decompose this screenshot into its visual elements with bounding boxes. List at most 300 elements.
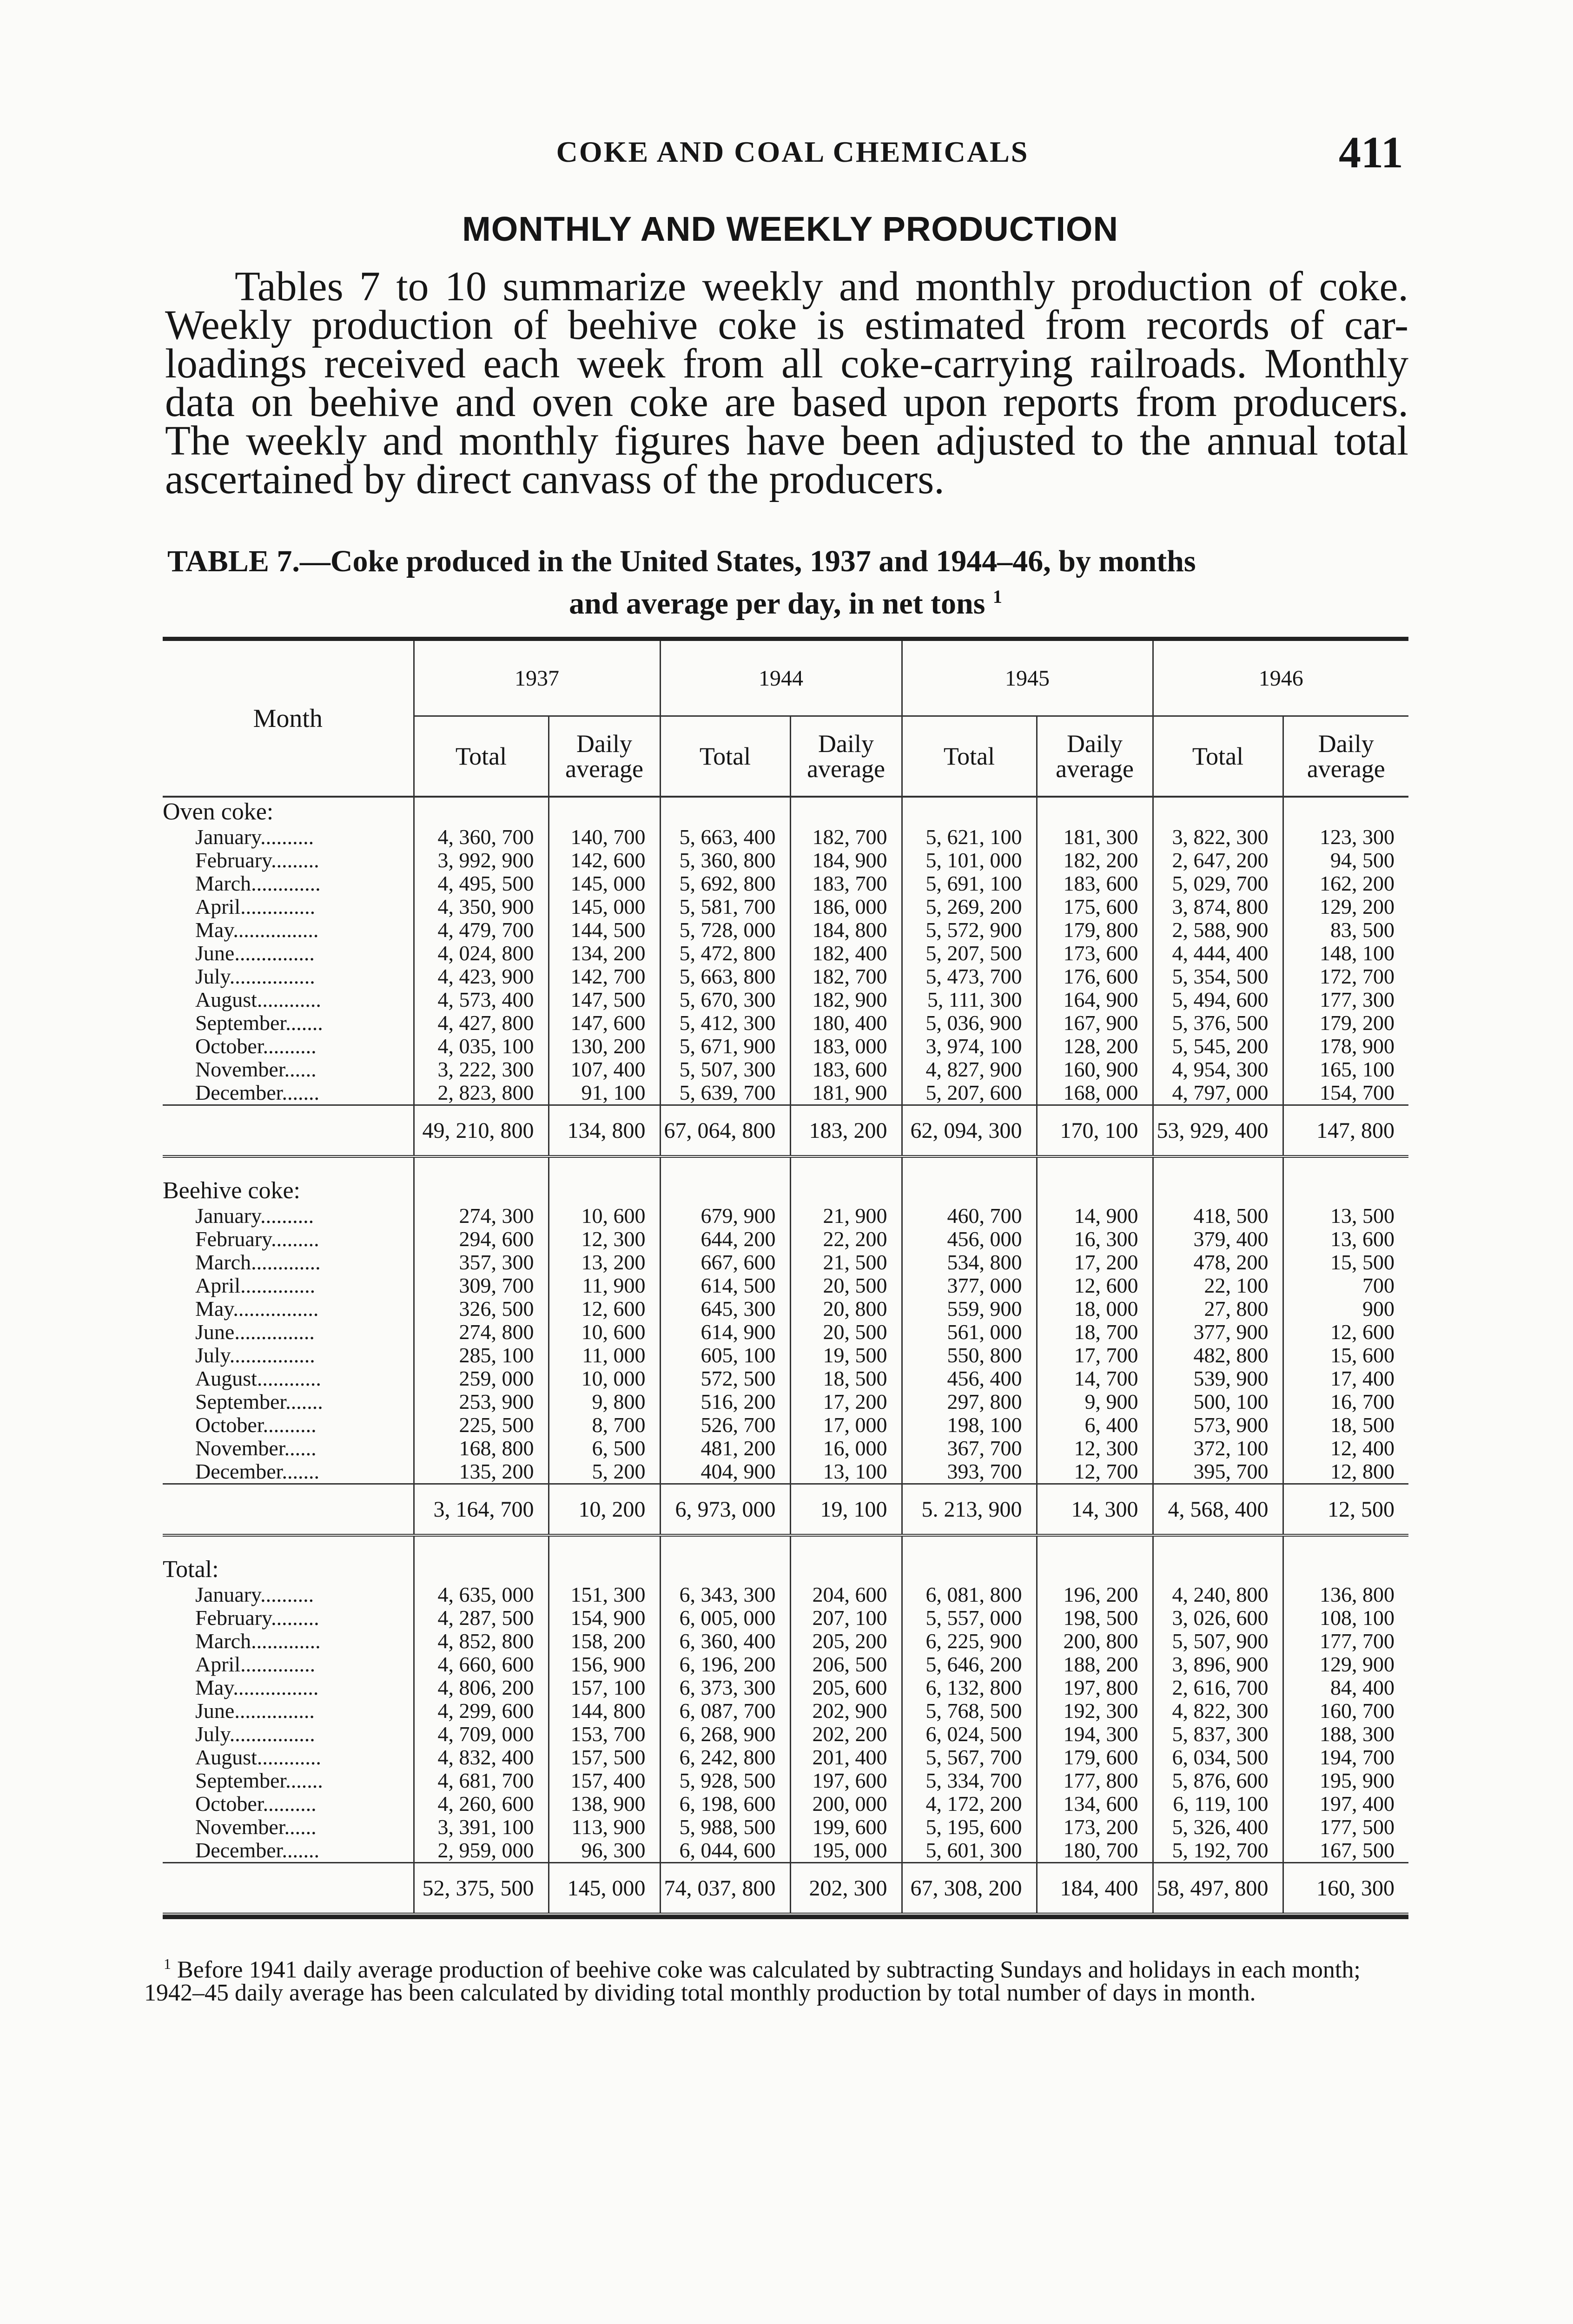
total-value: 5, 494, 600 bbox=[1153, 988, 1283, 1011]
month-label bbox=[163, 1344, 414, 1367]
daily-average-value: 12, 600 bbox=[1037, 1274, 1153, 1297]
total-value: 5, 472, 800 bbox=[660, 942, 790, 965]
total-value: 372, 100 bbox=[1153, 1437, 1283, 1460]
table-row bbox=[163, 1228, 1408, 1251]
daily-average-value: 134, 600 bbox=[1037, 1792, 1153, 1816]
total-value: 3, 992, 900 bbox=[414, 849, 549, 872]
month-label bbox=[163, 1081, 414, 1105]
daily-average-value: 158, 200 bbox=[549, 1630, 660, 1653]
month-label bbox=[163, 1035, 414, 1058]
daily-average-value: 19, 500 bbox=[790, 1344, 902, 1367]
section-spacer bbox=[163, 1535, 1408, 1555]
total-value: 285, 100 bbox=[414, 1344, 549, 1367]
dot-leader: ....... bbox=[282, 1460, 319, 1483]
daily-average-value: 195, 000 bbox=[790, 1839, 902, 1863]
daily-average-value: 157, 100 bbox=[549, 1676, 660, 1699]
total-value: 4, 832, 400 bbox=[414, 1746, 549, 1769]
month-label bbox=[163, 1839, 414, 1863]
dot-leader: .......... bbox=[263, 1413, 317, 1437]
empty-cell bbox=[1153, 1555, 1283, 1583]
empty-cell bbox=[1153, 797, 1283, 825]
total-value: 6, 198, 600 bbox=[660, 1792, 790, 1816]
total-value: 614, 900 bbox=[660, 1320, 790, 1344]
total-value: 5, 988, 500 bbox=[660, 1816, 790, 1839]
daily-average-value: 13, 500 bbox=[1283, 1204, 1408, 1228]
total-value: 168, 800 bbox=[414, 1437, 549, 1460]
daily-average-value: 11, 000 bbox=[549, 1344, 660, 1367]
daily-average-value: 15, 500 bbox=[1283, 1251, 1408, 1274]
dot-leader: .......... bbox=[263, 1792, 317, 1816]
daily-average-value: 202, 900 bbox=[790, 1699, 902, 1723]
total-value: 4, 035, 100 bbox=[414, 1035, 549, 1058]
total-value: 5, 670, 300 bbox=[660, 988, 790, 1011]
daily-average-value: 184, 800 bbox=[790, 918, 902, 942]
table-row bbox=[163, 1297, 1408, 1320]
daily-average-value: 123, 300 bbox=[1283, 825, 1408, 849]
spacer-cell bbox=[163, 1535, 414, 1555]
total-value: 6, 343, 300 bbox=[660, 1583, 790, 1606]
spacer-cell bbox=[1283, 1156, 1408, 1176]
daily-label: Daily bbox=[1067, 730, 1123, 758]
spacer-cell bbox=[902, 1156, 1037, 1176]
section-label: Oven coke: bbox=[163, 799, 274, 825]
total-value: 418, 500 bbox=[1153, 1204, 1283, 1228]
total-value: 5, 545, 200 bbox=[1153, 1035, 1283, 1058]
daily-average-column-header bbox=[1283, 716, 1408, 797]
dot-leader: ................ bbox=[233, 918, 319, 942]
daily-average-value: 192, 300 bbox=[1037, 1699, 1153, 1723]
year-header: 1945 bbox=[902, 639, 1153, 716]
daily-average-value: 175, 600 bbox=[1037, 895, 1153, 918]
table-row bbox=[163, 1274, 1408, 1297]
month-name: May bbox=[195, 918, 233, 942]
total-column-header: Total bbox=[1153, 716, 1283, 797]
table-row bbox=[163, 1460, 1408, 1484]
empty-cell bbox=[1153, 1176, 1283, 1204]
table-row bbox=[163, 825, 1408, 849]
total-value: 5, 581, 700 bbox=[660, 895, 790, 918]
total-value: 5, 768, 500 bbox=[902, 1699, 1037, 1723]
total-value: 4, 709, 000 bbox=[414, 1723, 549, 1746]
total-value: 4, 822, 300 bbox=[1153, 1699, 1283, 1723]
daily-average-value: 207, 100 bbox=[790, 1606, 902, 1630]
total-value: 5, 473, 700 bbox=[902, 965, 1037, 988]
empty-cell bbox=[902, 1555, 1037, 1583]
total-value: 5, 671, 900 bbox=[660, 1035, 790, 1058]
dot-leader: .............. bbox=[240, 1274, 316, 1297]
total-value: 4, 444, 400 bbox=[1153, 942, 1283, 965]
table-row bbox=[163, 1204, 1408, 1228]
total-value: 4, 495, 500 bbox=[414, 872, 549, 895]
daily-average-value: 6, 400 bbox=[1037, 1413, 1153, 1437]
daily-average-value: 177, 300 bbox=[1283, 988, 1408, 1011]
daily-average-value: 182, 700 bbox=[790, 965, 902, 988]
daily-average-value: 142, 700 bbox=[549, 965, 660, 988]
month-name: October bbox=[195, 1413, 263, 1437]
total-value: 395, 700 bbox=[1153, 1460, 1283, 1484]
month-label bbox=[163, 849, 414, 872]
total-value: 5, 360, 800 bbox=[660, 849, 790, 872]
daily-label: Daily bbox=[818, 730, 874, 758]
total-value: 644, 200 bbox=[660, 1228, 790, 1251]
daily-average-value: 12, 800 bbox=[1283, 1460, 1408, 1484]
daily-average-value: 179, 800 bbox=[1037, 918, 1153, 942]
month-name: August bbox=[195, 1367, 257, 1390]
daily-average-value: 17, 400 bbox=[1283, 1367, 1408, 1390]
daily-average-value: 129, 200 bbox=[1283, 895, 1408, 918]
empty-cell bbox=[1283, 1176, 1408, 1204]
daily-average-value: 154, 700 bbox=[1283, 1081, 1408, 1105]
total-value: 4, 806, 200 bbox=[414, 1676, 549, 1699]
total-value: 6, 119, 100 bbox=[1153, 1792, 1283, 1816]
total-value: 5, 646, 200 bbox=[902, 1653, 1037, 1676]
table-caption-text: and average per day, in net tons bbox=[569, 587, 985, 621]
total-value: 4, 427, 800 bbox=[414, 1011, 549, 1035]
daily-average-column-header bbox=[1037, 716, 1153, 797]
daily-label: Daily bbox=[576, 730, 632, 758]
total-value: 6, 005, 000 bbox=[660, 1606, 790, 1630]
daily-average-value: 21, 900 bbox=[790, 1204, 902, 1228]
table-row bbox=[163, 942, 1408, 965]
month-label bbox=[163, 872, 414, 895]
empty-cell bbox=[549, 797, 660, 825]
total-value: 377, 900 bbox=[1153, 1320, 1283, 1344]
dot-leader: ....... bbox=[285, 1769, 323, 1792]
daily-average-value: 107, 400 bbox=[549, 1058, 660, 1081]
total-value: 526, 700 bbox=[660, 1413, 790, 1437]
dot-leader: ............ bbox=[257, 988, 321, 1011]
section-daily-average-total: 12, 500 bbox=[1283, 1484, 1408, 1536]
section-label: Total: bbox=[163, 1556, 219, 1583]
empty-cell bbox=[790, 797, 902, 825]
daily-average-value: 157, 400 bbox=[549, 1769, 660, 1792]
section-total-value: 5. 213, 900 bbox=[902, 1484, 1037, 1536]
month-label bbox=[163, 895, 414, 918]
total-value: 6, 196, 200 bbox=[660, 1653, 790, 1676]
empty-cell bbox=[1037, 1555, 1153, 1583]
spacer-cell bbox=[1153, 1535, 1283, 1555]
total-value: 4, 172, 200 bbox=[902, 1792, 1037, 1816]
total-value: 3, 822, 300 bbox=[1153, 825, 1283, 849]
total-value: 5, 029, 700 bbox=[1153, 872, 1283, 895]
table-row bbox=[163, 1816, 1408, 1839]
total-value: 5, 507, 300 bbox=[660, 1058, 790, 1081]
month-label bbox=[163, 1058, 414, 1081]
total-value: 6, 268, 900 bbox=[660, 1723, 790, 1746]
month-name: October bbox=[195, 1035, 263, 1058]
daily-average-value: 167, 900 bbox=[1037, 1011, 1153, 1035]
month-name: June bbox=[195, 942, 235, 965]
daily-average-value: 156, 900 bbox=[549, 1653, 660, 1676]
total-value: 2, 647, 200 bbox=[1153, 849, 1283, 872]
daily-average-value: 177, 800 bbox=[1037, 1769, 1153, 1792]
spacer-cell bbox=[549, 1535, 660, 1555]
total-value: 198, 100 bbox=[902, 1413, 1037, 1437]
month-label bbox=[163, 1204, 414, 1228]
dot-leader: ...... bbox=[284, 1816, 317, 1839]
month-name: December bbox=[195, 1460, 282, 1483]
section-total-value: 52, 375, 500 bbox=[414, 1863, 549, 1915]
daily-average-column-header bbox=[549, 716, 660, 797]
total-value: 561, 000 bbox=[902, 1320, 1037, 1344]
total-value: 5, 621, 100 bbox=[902, 825, 1037, 849]
month-label bbox=[163, 1630, 414, 1653]
month-label bbox=[163, 1746, 414, 1769]
total-value: 6, 373, 300 bbox=[660, 1676, 790, 1699]
total-value: 6, 087, 700 bbox=[660, 1699, 790, 1723]
daily-average-value: 173, 600 bbox=[1037, 942, 1153, 965]
daily-average-value: 198, 500 bbox=[1037, 1606, 1153, 1630]
daily-average-value: 173, 200 bbox=[1037, 1816, 1153, 1839]
dot-leader: .......... bbox=[260, 1204, 314, 1228]
empty-cell bbox=[902, 1176, 1037, 1204]
month-label bbox=[163, 1723, 414, 1746]
section-total-value: 3, 164, 700 bbox=[414, 1484, 549, 1536]
daily-average-value: 186, 000 bbox=[790, 895, 902, 918]
total-value: 614, 500 bbox=[660, 1274, 790, 1297]
total-value: 605, 100 bbox=[660, 1344, 790, 1367]
table-row bbox=[163, 1344, 1408, 1367]
total-value: 5, 663, 400 bbox=[660, 825, 790, 849]
month-name: June bbox=[195, 1320, 235, 1344]
total-value: 4, 240, 800 bbox=[1153, 1583, 1283, 1606]
section-total-value: 67, 308, 200 bbox=[902, 1863, 1037, 1915]
table-row bbox=[163, 1769, 1408, 1792]
daily-average-value: 13, 100 bbox=[790, 1460, 902, 1484]
month-label bbox=[163, 1413, 414, 1437]
total-value: 2, 823, 800 bbox=[414, 1081, 549, 1105]
month-name: February bbox=[195, 1606, 271, 1630]
total-value: 5, 728, 000 bbox=[660, 918, 790, 942]
table-row bbox=[163, 1058, 1408, 1081]
empty-cell bbox=[414, 797, 549, 825]
month-name: March bbox=[195, 1630, 251, 1653]
daily-average-value: 13, 200 bbox=[549, 1251, 660, 1274]
dot-leader: ......... bbox=[271, 849, 319, 872]
daily-average-value: 129, 900 bbox=[1283, 1653, 1408, 1676]
dot-leader: ................ bbox=[229, 1344, 315, 1367]
total-value: 6, 034, 500 bbox=[1153, 1746, 1283, 1769]
month-name: September bbox=[195, 1011, 286, 1035]
section-daily-average-total: 147, 800 bbox=[1283, 1105, 1408, 1157]
month-label bbox=[163, 1769, 414, 1792]
dot-leader: ................ bbox=[229, 1723, 315, 1746]
section-daily-average-total: 19, 100 bbox=[790, 1484, 902, 1536]
total-value: 456, 000 bbox=[902, 1228, 1037, 1251]
month-name: February bbox=[195, 849, 271, 872]
daily-average-value: 12, 300 bbox=[549, 1228, 660, 1251]
total-value: 4, 827, 900 bbox=[902, 1058, 1037, 1081]
daily-average-value: 153, 700 bbox=[549, 1723, 660, 1746]
section-daily-average-total: 202, 300 bbox=[790, 1863, 902, 1915]
daily-average-value: 20, 500 bbox=[790, 1320, 902, 1344]
section-daily-average-total: 183, 200 bbox=[790, 1105, 902, 1157]
daily-average-value: 96, 300 bbox=[549, 1839, 660, 1863]
section-total-row bbox=[163, 1105, 1408, 1157]
section-total-value: 6, 973, 000 bbox=[660, 1484, 790, 1536]
total-value: 2, 616, 700 bbox=[1153, 1676, 1283, 1699]
empty-cell bbox=[549, 1176, 660, 1204]
total-value: 259, 000 bbox=[414, 1367, 549, 1390]
year-header: 1937 bbox=[414, 639, 660, 716]
total-value: 5, 639, 700 bbox=[660, 1081, 790, 1105]
section-spacer bbox=[163, 1156, 1408, 1176]
running-title: COKE AND COAL CHEMICALS bbox=[556, 135, 1029, 168]
footnote-number: 1 bbox=[164, 1955, 171, 1972]
year-header: 1944 bbox=[660, 639, 902, 716]
total-value: 572, 500 bbox=[660, 1367, 790, 1390]
daily-average-value: 10, 600 bbox=[549, 1320, 660, 1344]
intro-paragraph: Tables 7 to 10 summarize weekly and monthly production of coke. Weekly production of beehive coke is estimated from records of car-loadings received each week from all coke-carrying railroads. Monthly data on beehive and oven coke are based upon reports from producers. The weekly and monthly figures have been adjusted to the annual total ascertained by direct canvass of the producers. bbox=[165, 264, 1408, 502]
section-title: MONTHLY AND WEEKLY PRODUCTION bbox=[462, 210, 1118, 248]
daily-average-value: 160, 900 bbox=[1037, 1058, 1153, 1081]
daily-average-value: 11, 900 bbox=[549, 1274, 660, 1297]
total-value: 379, 400 bbox=[1153, 1228, 1283, 1251]
daily-average-value: 10, 600 bbox=[549, 1204, 660, 1228]
total-value: 5, 876, 600 bbox=[1153, 1769, 1283, 1792]
dot-leader: ......... bbox=[271, 1606, 319, 1630]
month-name: July bbox=[195, 965, 230, 988]
total-value: 4, 797, 000 bbox=[1153, 1081, 1283, 1105]
footnote bbox=[144, 1952, 1418, 2005]
month-name: April bbox=[195, 1653, 241, 1676]
empty-cell bbox=[790, 1555, 902, 1583]
daily-average-value: 145, 000 bbox=[549, 872, 660, 895]
total-column-header: Total bbox=[902, 716, 1037, 797]
daily-average-value: 172, 700 bbox=[1283, 965, 1408, 988]
total-value: 225, 500 bbox=[414, 1413, 549, 1437]
empty-cell bbox=[1037, 1176, 1153, 1204]
daily-average-value: 194, 700 bbox=[1283, 1746, 1408, 1769]
daily-average-value: 130, 200 bbox=[549, 1035, 660, 1058]
empty-cell bbox=[790, 1176, 902, 1204]
table-row bbox=[163, 1746, 1408, 1769]
month-name: January bbox=[195, 825, 261, 849]
month-label bbox=[163, 1653, 414, 1676]
month-column-header: Month bbox=[163, 639, 414, 797]
daily-average-value: 12, 600 bbox=[1283, 1320, 1408, 1344]
month-name: August bbox=[195, 1746, 257, 1769]
daily-average-value: 18, 000 bbox=[1037, 1297, 1153, 1320]
section-total-value: 53, 929, 400 bbox=[1153, 1105, 1283, 1157]
month-label bbox=[163, 1390, 414, 1413]
total-value: 2, 959, 000 bbox=[414, 1839, 549, 1863]
month-label bbox=[163, 1792, 414, 1816]
daily-average-value: 138, 900 bbox=[549, 1792, 660, 1816]
total-value: 4, 360, 700 bbox=[414, 825, 549, 849]
average-label: average bbox=[565, 755, 643, 783]
table-row bbox=[163, 849, 1408, 872]
table-caption-line-1: TABLE 7.—Coke produced in the United States, 1937 and 1944–46, by months bbox=[167, 544, 1196, 578]
daily-average-value: 145, 000 bbox=[549, 895, 660, 918]
daily-average-value: 167, 500 bbox=[1283, 1839, 1408, 1863]
footnote-mark: 1 bbox=[992, 586, 1002, 607]
section-heading-row bbox=[163, 1555, 1408, 1583]
month-label bbox=[163, 1816, 414, 1839]
total-row-label bbox=[163, 1105, 414, 1157]
daily-average-value: 177, 700 bbox=[1283, 1630, 1408, 1653]
daily-average-value: 148, 100 bbox=[1283, 942, 1408, 965]
daily-average-value: 136, 800 bbox=[1283, 1583, 1408, 1606]
year-header: 1946 bbox=[1153, 639, 1408, 716]
production-table-wrap bbox=[163, 637, 1408, 1919]
total-value: 357, 300 bbox=[414, 1251, 549, 1274]
daily-average-value: 176, 600 bbox=[1037, 965, 1153, 988]
footnote-text: Before 1941 daily average production of beehive coke was calculated by subtracting Sundays and holidays in each month; 1942–45 daily average has been calculated by dividing total monthly production by total number of days in month. bbox=[144, 1956, 1361, 2007]
month-label bbox=[163, 1699, 414, 1723]
total-value: 5, 692, 800 bbox=[660, 872, 790, 895]
daily-average-value: 183, 700 bbox=[790, 872, 902, 895]
spacer-cell bbox=[163, 1156, 414, 1176]
daily-average-value: 182, 400 bbox=[790, 942, 902, 965]
average-label: average bbox=[1307, 755, 1385, 783]
dot-leader: ............ bbox=[257, 1746, 321, 1769]
empty-cell bbox=[1037, 797, 1153, 825]
table-row bbox=[163, 1839, 1408, 1863]
total-value: 5, 195, 600 bbox=[902, 1816, 1037, 1839]
daily-average-value: 200, 800 bbox=[1037, 1630, 1153, 1653]
total-value: 27, 800 bbox=[1153, 1297, 1283, 1320]
month-label bbox=[163, 988, 414, 1011]
table-row bbox=[163, 1081, 1408, 1105]
month-name: November bbox=[195, 1816, 284, 1839]
table-row bbox=[163, 1653, 1408, 1676]
daily-average-value: 202, 200 bbox=[790, 1723, 902, 1746]
spacer-cell bbox=[1037, 1156, 1153, 1176]
section-daily-average-total: 184, 400 bbox=[1037, 1863, 1153, 1915]
daily-average-value: 180, 700 bbox=[1037, 1839, 1153, 1863]
table-caption-line-2 bbox=[167, 579, 1404, 621]
dot-leader: ............. bbox=[251, 1630, 321, 1653]
daily-average-value: 20, 500 bbox=[790, 1274, 902, 1297]
total-value: 481, 200 bbox=[660, 1437, 790, 1460]
total-value: 274, 800 bbox=[414, 1320, 549, 1344]
table-row bbox=[163, 895, 1408, 918]
month-name: March bbox=[195, 1251, 251, 1274]
daily-average-value: 108, 100 bbox=[1283, 1606, 1408, 1630]
total-value: 3, 896, 900 bbox=[1153, 1653, 1283, 1676]
daily-average-value: 183, 000 bbox=[790, 1035, 902, 1058]
total-value: 5, 691, 100 bbox=[902, 872, 1037, 895]
dot-leader: ....... bbox=[282, 1839, 319, 1862]
table-row bbox=[163, 1606, 1408, 1630]
daily-average-value: 205, 600 bbox=[790, 1676, 902, 1699]
daily-average-column-header bbox=[790, 716, 902, 797]
total-value: 6, 132, 800 bbox=[902, 1676, 1037, 1699]
total-column-header: Total bbox=[414, 716, 549, 797]
month-name: April bbox=[195, 1274, 241, 1297]
table-row bbox=[163, 1367, 1408, 1390]
month-name: February bbox=[195, 1228, 271, 1251]
section-daily-average-total: 134, 800 bbox=[549, 1105, 660, 1157]
daily-average-value: 204, 600 bbox=[790, 1583, 902, 1606]
section-total-row bbox=[163, 1484, 1408, 1536]
total-value: 3, 391, 100 bbox=[414, 1816, 549, 1839]
month-label bbox=[163, 1676, 414, 1699]
dot-leader: ............... bbox=[234, 1320, 315, 1344]
total-value: 274, 300 bbox=[414, 1204, 549, 1228]
table-row bbox=[163, 1583, 1408, 1606]
section-daily-average-total: 10, 200 bbox=[549, 1484, 660, 1536]
total-value: 5, 192, 700 bbox=[1153, 1839, 1283, 1863]
dot-leader: ............. bbox=[251, 1251, 321, 1274]
empty-cell bbox=[660, 1555, 790, 1583]
total-value: 5, 334, 700 bbox=[902, 1769, 1037, 1792]
month-label bbox=[163, 825, 414, 849]
month-label bbox=[163, 1606, 414, 1630]
daily-average-value: 94, 500 bbox=[1283, 849, 1408, 872]
total-value: 559, 900 bbox=[902, 1297, 1037, 1320]
